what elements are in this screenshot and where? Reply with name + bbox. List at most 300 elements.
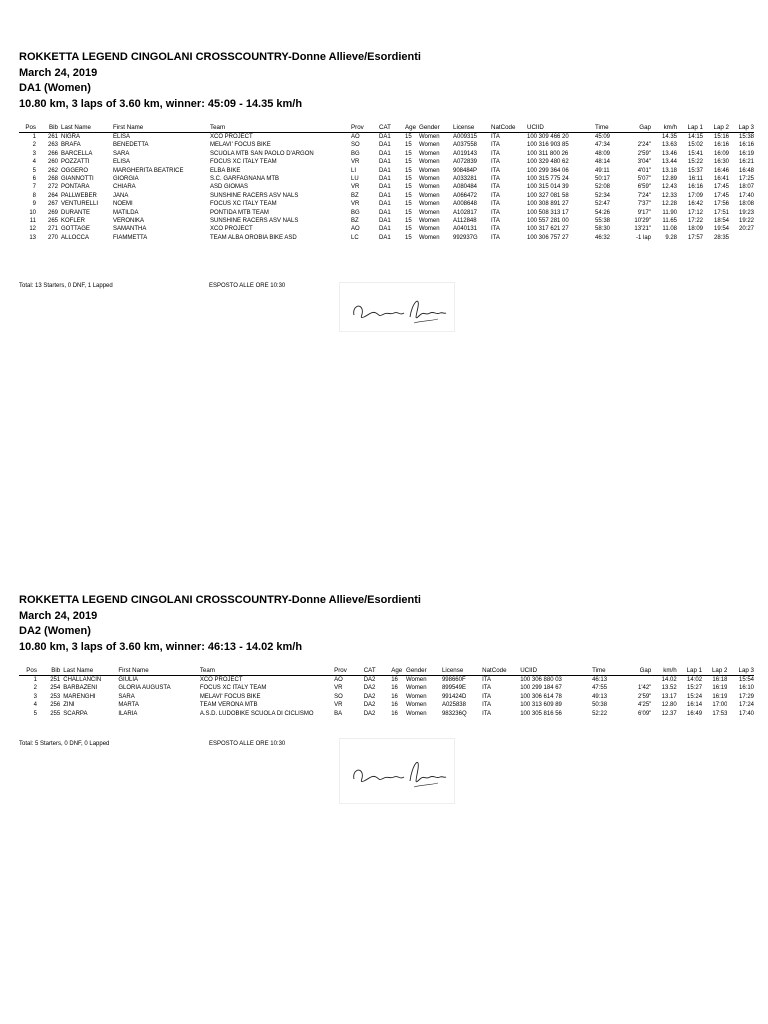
cell-last-name: BARCELLA: [61, 150, 93, 157]
cell-natcode: ITA: [491, 142, 500, 149]
cell-pos: 12: [29, 226, 36, 233]
table-body: [19, 133, 754, 243]
col-time: Time: [592, 667, 606, 674]
cell-lap1: 16:11: [688, 176, 703, 183]
cell-pos: 2: [32, 142, 36, 149]
cell-kmh: 13.63: [661, 142, 677, 149]
cell-prov: BZ: [351, 192, 359, 199]
cell-cat: DA2: [363, 710, 376, 717]
cell-cat: DA1: [379, 159, 391, 166]
cell-last-name: OGGERO: [61, 167, 89, 174]
cell-kmh: 12.80: [661, 702, 677, 709]
cell-bib: 256: [50, 702, 61, 709]
col-first-name: First Name: [118, 667, 149, 674]
cell-age: 16: [391, 710, 398, 717]
cell-age: 15: [405, 234, 412, 241]
col-time: Time: [595, 124, 609, 131]
cell-uciid: 100 311 800 26: [527, 150, 569, 157]
cell-age: 16: [391, 685, 398, 692]
cell-kmh: 12.89: [661, 176, 677, 183]
cell-gap: 3'04": [637, 159, 651, 166]
cell-first-name: FIAMMETTA: [113, 234, 148, 241]
cell-first-name: JANA: [113, 192, 129, 199]
cell-natcode: ITA: [491, 234, 500, 241]
cell-bib: 255: [50, 710, 61, 717]
race-summary: 10.80 km, 3 laps of 3.60 km, winner: 45:09 - 14.35 km/h: [19, 97, 303, 110]
table-row: [19, 192, 754, 200]
cell-lap2: 16:18: [712, 677, 728, 683]
cell-first-name: MARGHERITA BEATRICE: [113, 167, 184, 174]
cell-last-name: KOFLER: [61, 218, 86, 225]
cell-kmh: 14.02: [661, 677, 677, 683]
cell-prov: BG: [351, 209, 360, 216]
event-title: ROKKETTA LEGEND CINGOLANI CROSSCOUNTRY-Donne Allieve/Esordienti: [19, 594, 421, 606]
table-row: [19, 225, 754, 233]
cell-kmh: 13.17: [661, 693, 677, 700]
cell-gap: 2'24": [637, 142, 651, 149]
col-prov: Prov: [351, 124, 364, 131]
cell-bib: 262: [47, 167, 58, 174]
cell-bib: 272: [47, 184, 58, 191]
cell-natcode: ITA: [491, 176, 500, 183]
col-gap: Gap: [639, 667, 652, 674]
cell-gender: Women: [419, 218, 440, 225]
cell-uciid: 100 327 081 58: [527, 192, 569, 199]
cell-lap3: 17:29: [738, 693, 754, 700]
table-row: [19, 150, 754, 158]
cell-team: TEAM VERONA MTB: [199, 702, 258, 709]
col-bib: Bib: [51, 667, 61, 674]
cell-time: 46:13: [592, 677, 608, 683]
cell-lap1: 15:22: [687, 159, 703, 166]
cell-gap: 1'42": [638, 685, 652, 692]
cell-gender: Women: [419, 209, 440, 216]
cell-bib: 266: [47, 150, 58, 157]
results-table: [19, 123, 754, 242]
cell-lap2: 17:45: [713, 184, 729, 191]
cell-time: 52:22: [592, 710, 608, 717]
col-natcode: NatCode: [482, 667, 507, 674]
cell-team: MELAVI' FOCUS BIKE: [210, 142, 271, 149]
col-kmh: km/h: [663, 124, 677, 131]
col-lap2: Lap 2: [713, 124, 729, 131]
cell-pos: 3: [33, 693, 37, 700]
cell-lap2: 16:19: [712, 685, 728, 692]
cell-lap2: 17:00: [712, 702, 728, 709]
cell-prov: LI: [351, 167, 357, 174]
cell-cat: DA1: [379, 176, 391, 183]
cell-uciid: 100 306 880 03: [520, 677, 562, 683]
cell-lap2: 17:51: [713, 209, 729, 216]
cell-prov: BZ: [351, 218, 359, 225]
cell-lap2: 19:54: [713, 226, 729, 233]
cell-time: 45:09: [595, 134, 611, 140]
cell-license: A040131: [453, 226, 478, 233]
cell-team: XCO PROJECT: [210, 226, 253, 233]
cell-gender: Women: [419, 134, 440, 140]
cell-license: A037558: [453, 142, 478, 149]
table-header-row: [19, 123, 754, 133]
cell-natcode: ITA: [491, 184, 500, 191]
cell-license: 908484P: [453, 167, 478, 174]
cell-lap1: 15:37: [687, 167, 703, 174]
cell-cat: DA1: [379, 209, 391, 216]
col-license: License: [441, 667, 464, 674]
cell-natcode: ITA: [491, 192, 500, 199]
cell-natcode: ITA: [491, 209, 500, 216]
table-row: [19, 693, 754, 701]
cell-lap3: 19:22: [738, 218, 754, 225]
cell-gender: Women: [419, 234, 440, 241]
cell-gender: Women: [406, 702, 427, 709]
cell-first-name: GIORGIA: [113, 176, 139, 183]
posted-time: ESPOSTO ALLE ORE 10:30: [209, 283, 286, 289]
table-row: [19, 217, 754, 225]
cell-gender: Women: [419, 150, 440, 157]
cell-gap: 13'21": [634, 226, 651, 233]
cell-first-name: NOEMI: [113, 201, 133, 208]
cell-natcode: ITA: [491, 167, 500, 174]
cell-first-name: MARTA: [118, 702, 139, 709]
cell-gap: [624, 676, 651, 685]
cell-last-name: POZZATTI: [61, 159, 90, 166]
col-age: Age: [405, 124, 417, 131]
cell-gap: 6'09": [638, 710, 652, 717]
cell-uciid: 100 299 184 67: [520, 685, 562, 692]
cell-gender: Women: [419, 226, 440, 233]
cell-age: 15: [405, 159, 412, 166]
cell-first-name: ELISA: [113, 159, 131, 166]
cell-cat: DA1: [379, 142, 391, 149]
col-age: Age: [391, 667, 403, 674]
cell-gender: Women: [419, 176, 440, 183]
cell-uciid: 100 317 621 27: [527, 226, 569, 233]
cell-bib: 260: [47, 159, 58, 166]
cell-last-name: DURANTE: [61, 209, 91, 216]
cell-time: 46:32: [595, 234, 611, 241]
cell-lap2: 17:53: [712, 710, 728, 717]
cell-lap1: 15:24: [687, 693, 703, 700]
cell-prov: SO: [351, 142, 360, 149]
results-section-da2: [19, 593, 754, 747]
cell-license: A009315: [453, 134, 478, 140]
cell-natcode: ITA: [491, 150, 500, 157]
cell-last-name: SCARPA: [63, 710, 88, 717]
cell-cat: DA1: [379, 201, 391, 208]
cell-gender: Women: [419, 167, 440, 174]
referee-signature: [339, 282, 455, 332]
table-row: [19, 175, 754, 183]
col-natcode: NatCode: [491, 124, 516, 131]
cell-pos: 8: [32, 192, 36, 199]
cell-team: PONTIDA MTB TEAM: [210, 209, 269, 216]
cell-license: A066472: [453, 192, 478, 199]
col-pos: Pos: [26, 667, 37, 674]
cell-cat: DA2: [363, 677, 376, 683]
cell-kmh: 13.46: [661, 150, 677, 157]
cell-last-name: GIANNOTTI: [61, 176, 94, 183]
col-team: Team: [199, 667, 215, 674]
cell-kmh: 12.33: [661, 192, 677, 199]
cell-gap: 9'17": [637, 209, 651, 216]
cell-prov: AO: [351, 134, 360, 140]
cell-lap2: 16:46: [713, 167, 729, 174]
cell-first-name: SARA: [113, 150, 130, 157]
cell-lap1: 14:15: [687, 134, 703, 140]
cell-lap1: 15:27: [687, 685, 703, 692]
cell-first-name: BENEDETTA: [113, 142, 149, 149]
cell-bib: 268: [47, 176, 58, 183]
col-lap2: Lap 2: [711, 667, 728, 674]
cell-cat: DA2: [363, 702, 376, 709]
cell-gender: Women: [406, 685, 427, 692]
cell-natcode: ITA: [482, 685, 492, 692]
cell-age: 15: [405, 192, 412, 199]
cell-gap: 6'59": [637, 184, 651, 191]
col-lap1: Lap 1: [687, 124, 703, 131]
posted-time: ESPOSTO ALLE ORE 10:30: [209, 741, 286, 747]
cell-gap: -1 lap: [635, 234, 651, 241]
cell-license: A112848: [453, 218, 477, 225]
cell-lap3: 19:23: [738, 209, 754, 216]
cell-gap: 5'07": [637, 176, 651, 183]
cell-last-name: ZINI: [63, 702, 75, 709]
results-table: [19, 666, 754, 718]
cell-license: 983236Q: [441, 710, 467, 717]
col-lap3: Lap 3: [738, 667, 754, 674]
table-row: [19, 158, 754, 166]
cell-kmh: 13.52: [661, 685, 677, 692]
cell-lap2: 17:56: [713, 201, 729, 208]
cell-bib: 263: [47, 142, 58, 149]
table-row: [19, 209, 754, 217]
cell-natcode: ITA: [491, 226, 500, 233]
cell-time: 50:38: [592, 702, 608, 709]
cell-team: MELAVI' FOCUS BIKE: [199, 693, 261, 700]
totals-text: Total: 13 Starters, 0 DNF, 1 Lapped: [19, 283, 113, 289]
cell-time: 54:26: [595, 209, 611, 216]
col-last-name: Last Name: [63, 667, 94, 674]
col-pos: Pos: [25, 124, 36, 131]
cell-gender: Women: [406, 710, 427, 717]
cell-cat: DA2: [363, 685, 376, 692]
cell-pos: 5: [32, 167, 36, 174]
cell-time: 55:38: [595, 218, 611, 225]
cell-lap3: 16:10: [738, 685, 754, 692]
cell-lap1: 17:12: [687, 209, 703, 216]
cell-age: 15: [405, 167, 412, 174]
cell-lap2: 16:19: [712, 693, 728, 700]
race-summary: 10.80 km, 3 laps of 3.60 km, winner: 46:13 - 14.02 km/h: [19, 640, 303, 653]
cell-lap3: 15:38: [738, 134, 754, 140]
cell-kmh: 12.43: [661, 184, 677, 191]
cell-last-name: VENTURELLI: [61, 201, 99, 208]
cell-prov: BA: [334, 710, 343, 717]
cell-prov: LC: [351, 234, 359, 241]
col-uciid: UCIID: [520, 667, 538, 674]
cell-gender: Women: [406, 677, 427, 683]
cell-first-name: GIULIA: [118, 677, 139, 683]
table-body: [19, 676, 754, 719]
cell-prov: VR: [351, 159, 360, 166]
cell-gap: 4'25": [638, 702, 652, 709]
cell-natcode: ITA: [491, 201, 500, 208]
cell-lap3: 17:25: [738, 176, 754, 183]
cell-team: SCUOLA MTB SAN PAOLO D'ARGON: [210, 150, 314, 157]
col-bib: Bib: [49, 124, 58, 131]
cell-first-name: ILARIA: [118, 710, 138, 717]
cell-lap1: 14:02: [687, 677, 703, 683]
cell-bib: 254: [50, 685, 61, 692]
cell-lap3: 17:40: [738, 710, 754, 717]
cell-pos: 5: [33, 710, 37, 717]
signature-icon: [340, 739, 454, 803]
cell-uciid: 100 305 816 56: [520, 710, 562, 717]
cell-uciid: 100 315 014 39: [527, 184, 569, 191]
col-gender: Gender: [406, 667, 427, 674]
cell-first-name: SAMANTHA: [113, 226, 147, 233]
cell-time: 48:09: [595, 150, 611, 157]
cell-lap3: 17:40: [738, 192, 754, 199]
cell-uciid: 100 306 757 27: [527, 234, 569, 241]
col-prov: Prov: [334, 667, 347, 674]
category-title: DA1 (Women): [19, 82, 91, 94]
cell-age: 15: [405, 176, 412, 183]
cell-uciid: 100 313 609 89: [520, 702, 562, 709]
table-header-row: [19, 666, 754, 676]
cell-time: 47:55: [592, 685, 608, 692]
cell-kmh: 13.44: [661, 159, 677, 166]
cell-time: 47:34: [595, 142, 611, 149]
cell-first-name: ELISA: [113, 134, 131, 140]
cell-bib: 253: [50, 693, 61, 700]
cell-lap3: 18:08: [738, 201, 754, 208]
table-row: [19, 701, 754, 709]
col-cat: CAT: [363, 667, 376, 674]
cell-age: 15: [405, 184, 412, 191]
table-row: [19, 684, 754, 692]
cell-kmh: 9.28: [665, 234, 677, 241]
cell-cat: DA2: [363, 693, 376, 700]
cell-bib: 267: [47, 201, 58, 208]
cell-age: 15: [405, 226, 412, 233]
cell-gap: [625, 133, 651, 142]
cell-lap2: 17:45: [713, 192, 729, 199]
cell-uciid: 100 308 891 27: [527, 201, 569, 208]
cell-team: SUNSHINE RACERS ASV NALS: [210, 218, 299, 225]
event-date: March 24, 2019: [19, 609, 98, 622]
cell-age: 15: [405, 150, 412, 157]
cell-natcode: ITA: [482, 693, 492, 700]
cell-license: A008648: [453, 201, 478, 208]
cell-cat: DA1: [379, 234, 391, 241]
col-cat: CAT: [379, 124, 391, 131]
cell-cat: DA1: [379, 184, 391, 191]
cell-last-name: MARENGHI: [63, 693, 96, 700]
col-gender: Gender: [419, 124, 440, 131]
table-row: [19, 200, 754, 208]
cell-uciid: 100 316 903 85: [527, 142, 569, 149]
col-lap1: Lap 1: [686, 667, 703, 674]
cell-natcode: ITA: [491, 218, 500, 225]
cell-bib: 269: [47, 209, 58, 216]
cell-cat: DA1: [379, 218, 391, 225]
col-first-name: First Name: [113, 124, 144, 131]
cell-time: 52:34: [595, 192, 611, 199]
cell-first-name: GLORIA AUGUSTA: [118, 685, 171, 692]
cell-prov: AO: [334, 677, 343, 683]
col-gap: Gap: [639, 124, 651, 131]
cell-lap2: 16:09: [713, 150, 729, 157]
cell-uciid: 100 306 614 78: [520, 693, 562, 700]
cell-kmh: 11.08: [662, 226, 677, 233]
table-row: [19, 183, 754, 191]
cell-natcode: ITA: [482, 702, 492, 709]
cell-time: 58:30: [595, 226, 611, 233]
cell-gap: 10'29": [634, 218, 651, 225]
cell-age: 15: [405, 134, 412, 140]
cell-pos: 6: [32, 176, 36, 183]
cell-license: A025838: [441, 702, 466, 709]
cell-uciid: 100 329 480 62: [527, 159, 569, 166]
cell-kmh: 13.18: [661, 167, 677, 174]
cell-bib: 270: [47, 234, 58, 241]
cell-gap: 4'01": [637, 167, 651, 174]
cell-license: A080484: [453, 184, 478, 191]
cell-team: ASD GIOMAS: [210, 184, 249, 191]
cell-age: 15: [405, 209, 412, 216]
cell-prov: VR: [351, 184, 360, 191]
referee-signature: [339, 738, 455, 804]
cell-last-name: NIGRA: [61, 134, 81, 140]
cell-cat: DA1: [379, 134, 391, 140]
cell-lap1: 17:09: [687, 192, 703, 199]
cell-uciid: 100 315 775 24: [527, 176, 569, 183]
cell-license: 991424D: [441, 693, 467, 700]
cell-last-name: BRAFA: [61, 142, 81, 149]
cell-pos: 11: [29, 218, 36, 225]
cell-pos: 10: [29, 209, 36, 216]
cell-lap2: 16:16: [713, 142, 729, 149]
cell-pos: 2: [33, 685, 37, 692]
cell-cat: DA1: [379, 226, 391, 233]
cell-gender: Women: [406, 693, 427, 700]
col-lap3: Lap 3: [738, 124, 754, 131]
col-team: Team: [210, 124, 226, 131]
cell-last-name: CHALLANCIN: [63, 677, 102, 683]
table-row: [19, 133, 754, 142]
cell-prov: BG: [351, 150, 360, 157]
cell-last-name: ALLOCCA: [61, 234, 90, 241]
totals-text: Total: 5 Starters, 0 DNF, 0 Lapped: [19, 741, 110, 747]
cell-gender: Women: [419, 201, 440, 208]
cell-pos: 9: [32, 201, 36, 208]
table-row: [19, 141, 754, 149]
cell-uciid: 100 299 364 06: [527, 167, 569, 174]
event-title: ROKKETTA LEGEND CINGOLANI CROSSCOUNTRY-Donne Allieve/Esordienti: [19, 51, 421, 63]
cell-lap2: 15:16: [713, 134, 729, 140]
cell-license: A102817: [453, 209, 478, 216]
cell-gender: Women: [419, 159, 440, 166]
cell-kmh: 14.35: [661, 134, 677, 140]
cell-lap1: 16:14: [687, 702, 703, 709]
cell-lap1: 16:49: [687, 710, 703, 717]
cell-team: FOCUS XC ITALY TEAM: [199, 685, 267, 692]
cell-team: S.C. GARFAGNANA MTB: [210, 176, 280, 183]
cell-license: A072839: [453, 159, 478, 166]
signature-icon: [340, 283, 454, 331]
cell-gender: Women: [419, 192, 440, 199]
